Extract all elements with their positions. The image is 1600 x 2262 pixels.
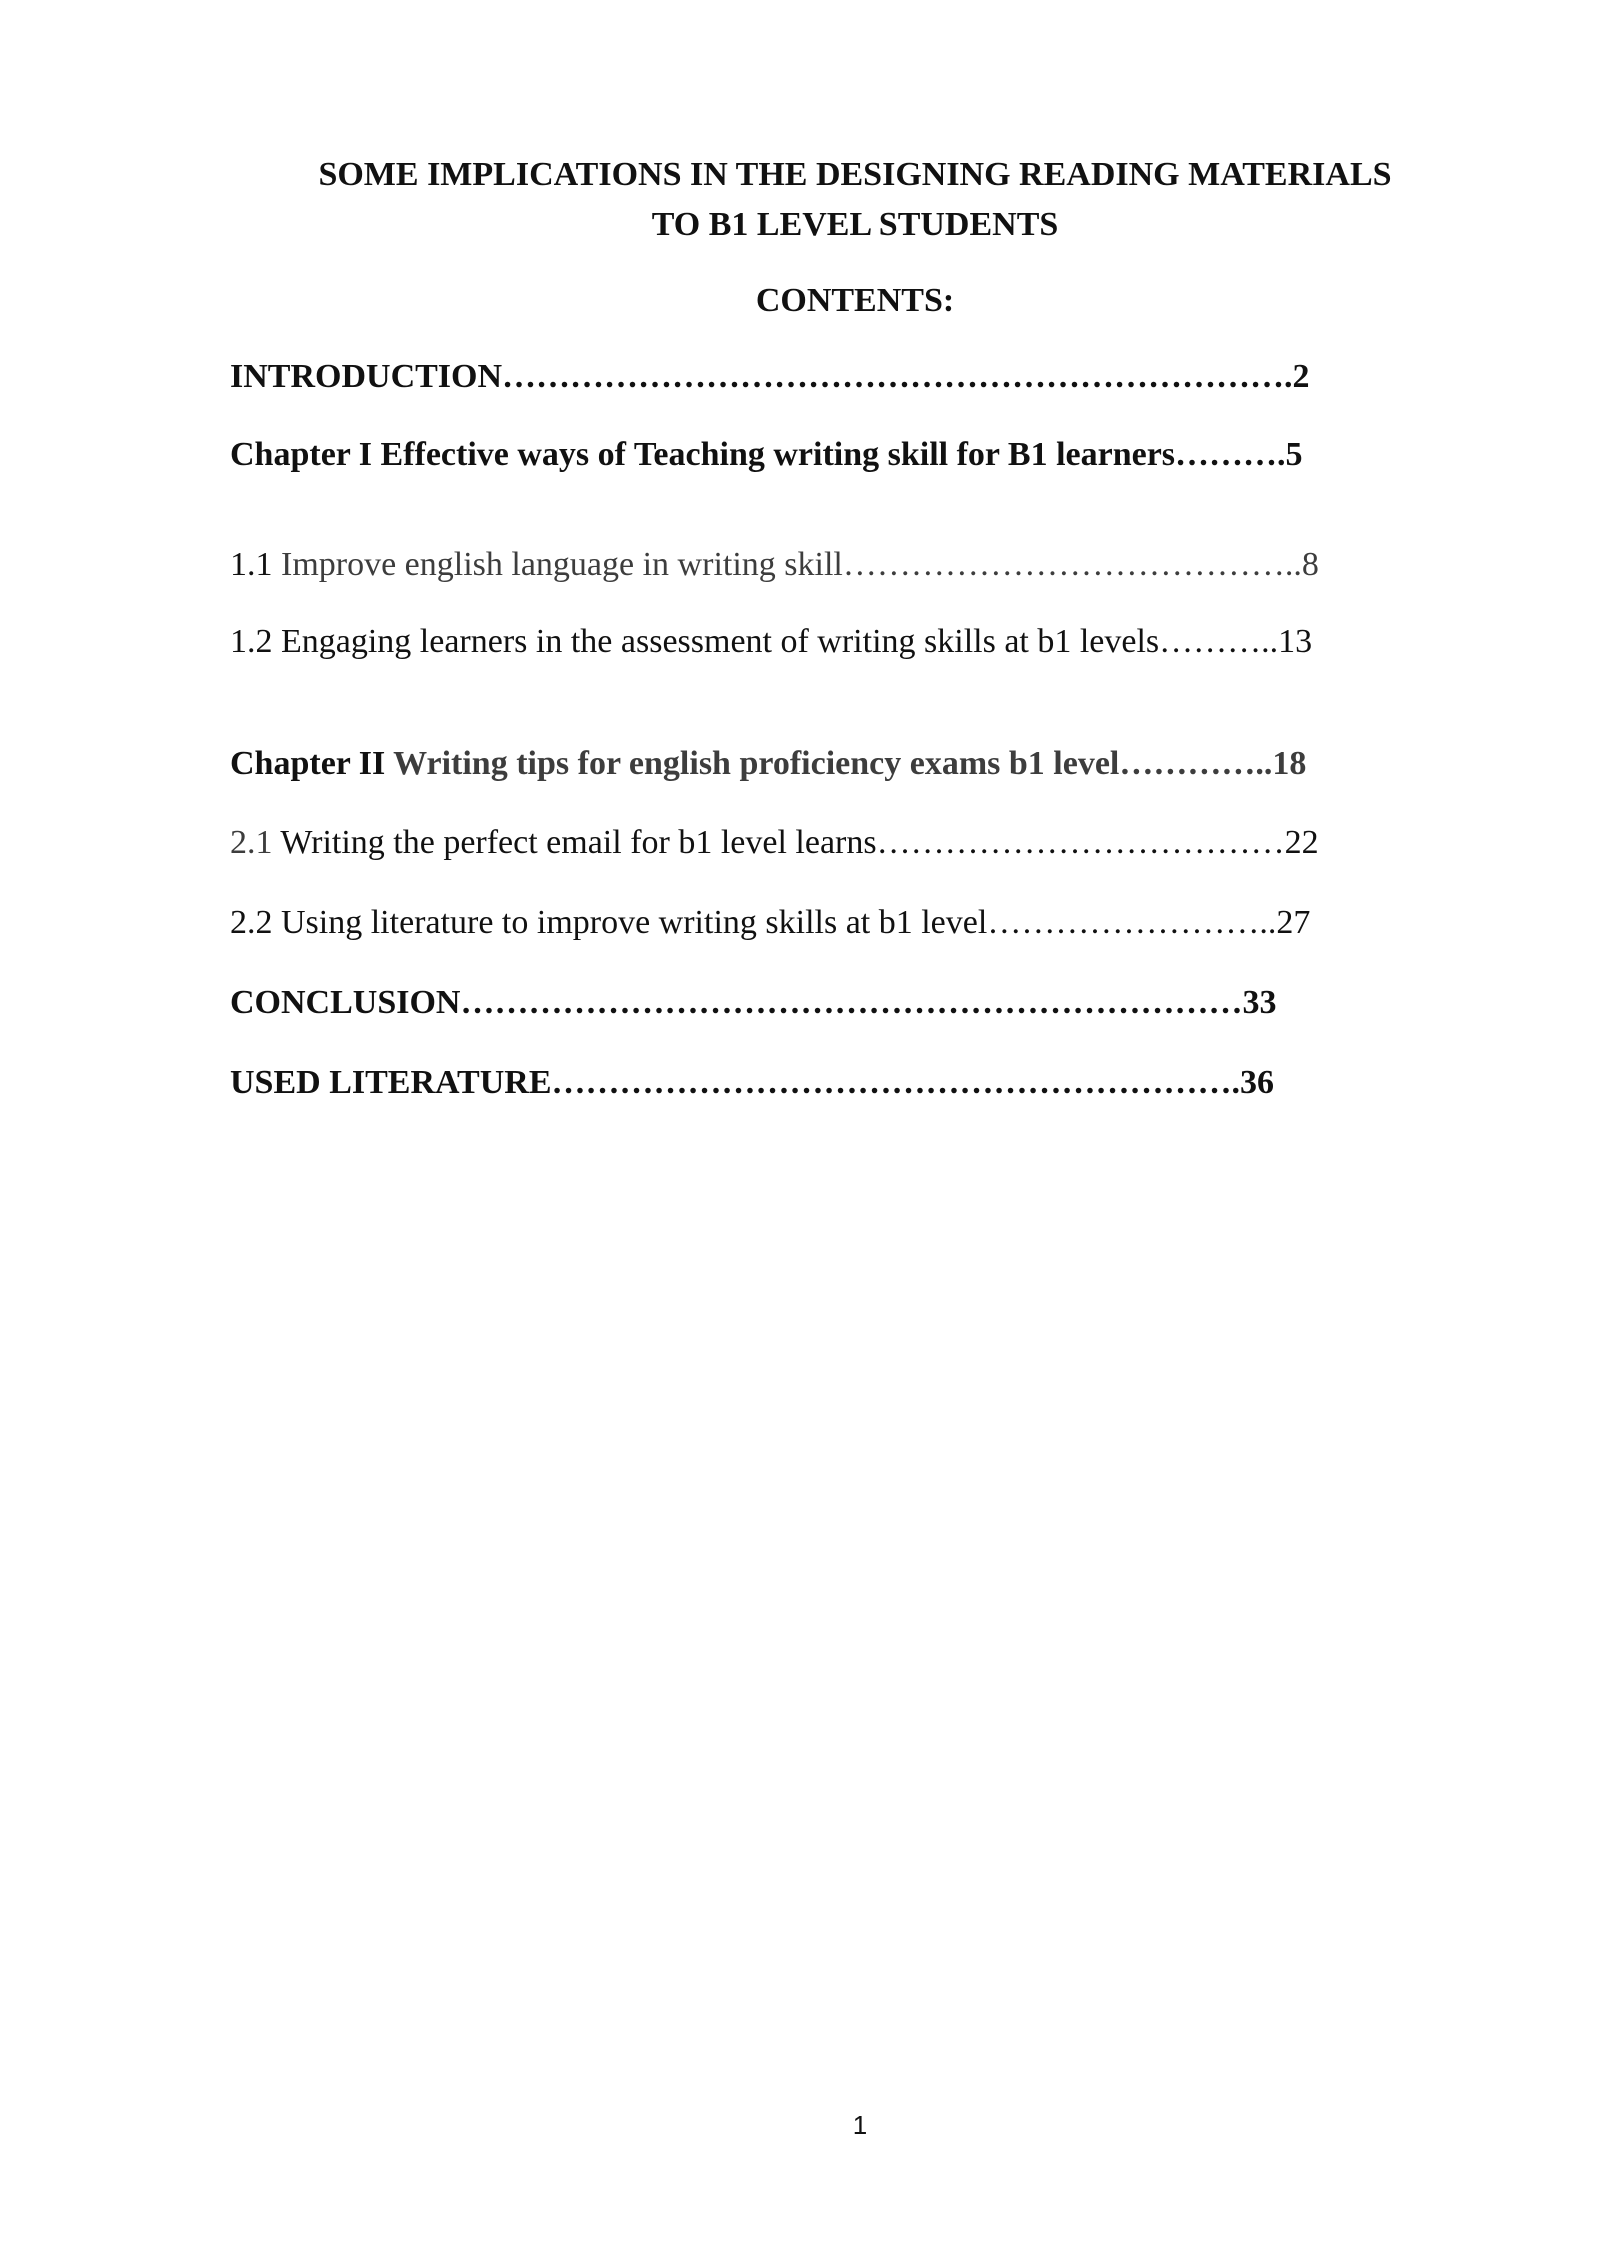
title-line-1: SOME IMPLICATIONS IN THE DESIGNING READING MATERIALS [318,156,1392,193]
toc-section-1-2: 1.2 Engaging learners in the assessment of writing skills at b1 levels………..13 [230,623,1313,660]
toc-chapter-2 [230,739,1306,789]
title-line-2: TO B1 LEVEL STUDENTS [651,206,1059,243]
section-2-1-text: Writing the perfect email for b1 level learns………………………………22 [272,824,1319,861]
contents-heading: CONTENTS: [755,282,955,319]
toc-chapter-1: Chapter I Effective ways of Teaching writing skill for B1 learners……….5 [230,436,1303,473]
toc-section-2-1 [230,818,1319,868]
toc-introduction: INTRODUCTION…………………………………………………………….2 [230,358,1310,395]
document-title [230,150,1480,250]
section-1-1-number: 1.1 [230,546,273,583]
page-number: 1 [852,2110,868,2140]
toc-section-1-1 [230,540,1319,590]
toc-used-literature: USED LITERATURE…………………………………………………….36 [230,1064,1275,1101]
section-2-1-number: 2.1 [230,824,273,861]
section-1-1-text: Improve english language in writing skill…………………………………..8 [272,546,1319,583]
toc-section-2-2: 2.2 Using literature to improve writing skills at b1 level……………………..27 [230,904,1311,941]
toc-conclusion: CONCLUSION……………………………………………………………33 [230,984,1277,1021]
chapter-2-label: Chapter II [230,745,386,782]
chapter-2-text: Writing tips for english proficiency exams b1 level…………..18 [385,745,1307,782]
